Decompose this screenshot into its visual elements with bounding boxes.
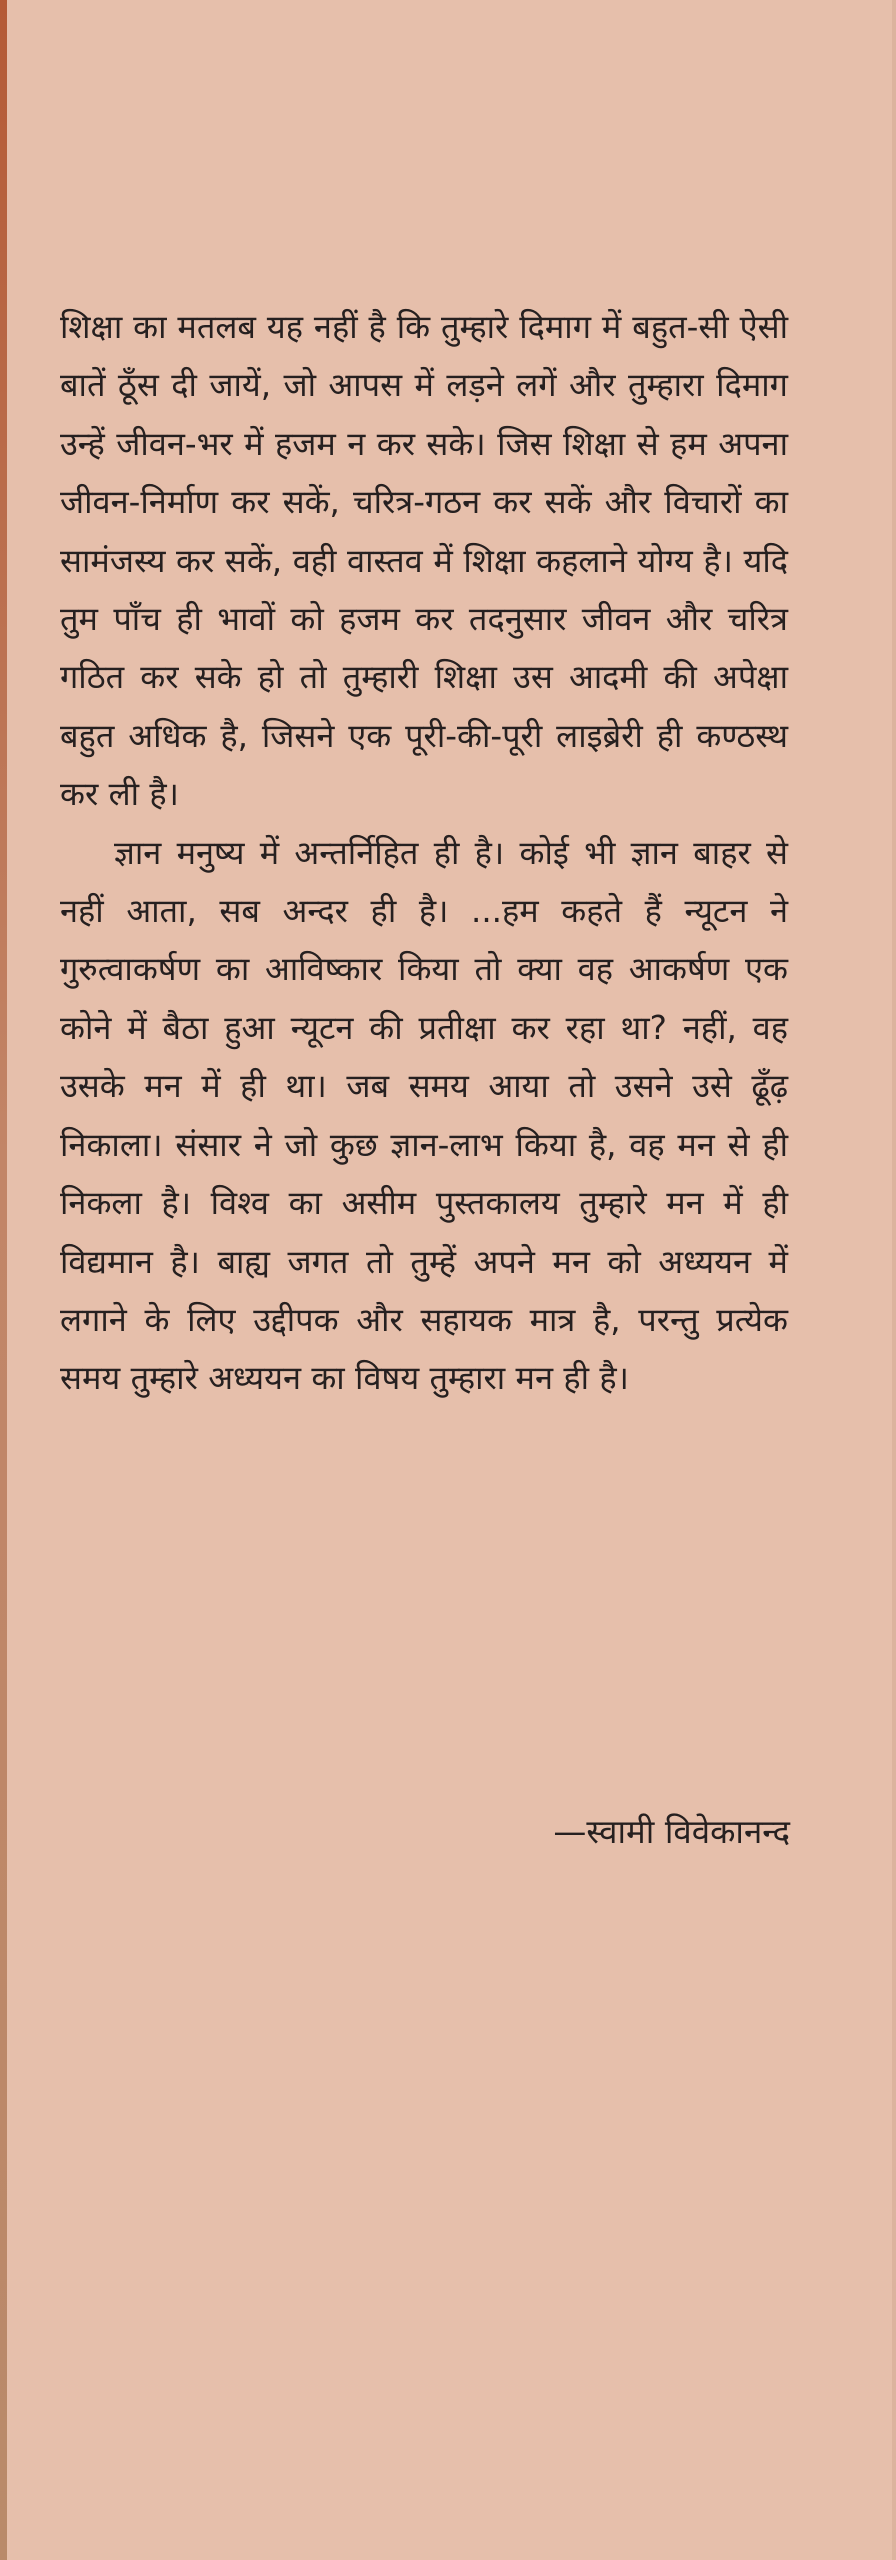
quote-paragraph-1: शिक्षा का मतलब यह नहीं है कि तुम्हारे दिमाग में बहुत-सी ऐसी बातें ठूँस दी जायें, जो आपस में लड़ने लगें और तुम्हारा दिमाग उन्हें जीवन-भर में हजम न कर सके। जिस शिक्षा से हम अपना जीवन-निर्माण कर सकें, चरित्र-गठन कर सकें और विचारों का सामंजस्य कर सकें, वही वास्तव में शिक्षा कहलाने योग्य है। यदि तुम पाँच ही भावों को हजम कर तदनुसार जीवन और चरित्र गठित कर सके हो तो तुम्हारी शिक्षा उस आदमी की अपेक्षा बहुत अधिक है, जिसने एक पूरी-की-पूरी लाइब्रेरी ही कण्ठस्थ कर ली है। [60, 308, 788, 814]
cover-edge-right [892, 0, 896, 2560]
cover-edge-left [0, 0, 7, 2560]
quote-author: —स्वामी विवेकानन्द [553, 1812, 790, 1851]
quote-block [60, 298, 788, 1408]
quote-paragraph-2: ज्ञान मनुष्य में अन्तर्निहित ही है। कोई भी ज्ञान बाहर से नहीं आता, सब अन्दर ही है। ...हम कहते हैं न्यूटन ने गुरुत्वाकर्षण का आविष्कार किया तो क्या वह आकर्षण एक कोने में बैठा हुआ न्यूटन की प्रतीक्षा कर रहा था? नहीं, वह उसके मन में ही था। जब समय आया तो उसने उसे ढूँढ़ निकाला। संसार ने जो कुछ ज्ञान-लाभ किया है, वह मन से ही निकला है। विश्व का असीम पुस्तकालय तुम्हारे मन में ही विद्यमान है। बाह्य जगत तो तुम्हें अपने मन को अध्ययन में लगाने के लिए उद्दीपक और सहायक मात्र है, परन्तु प्रत्येक समय तुम्हारे अध्ययन का विषय तुम्हारा मन ही है। [60, 833, 788, 1398]
